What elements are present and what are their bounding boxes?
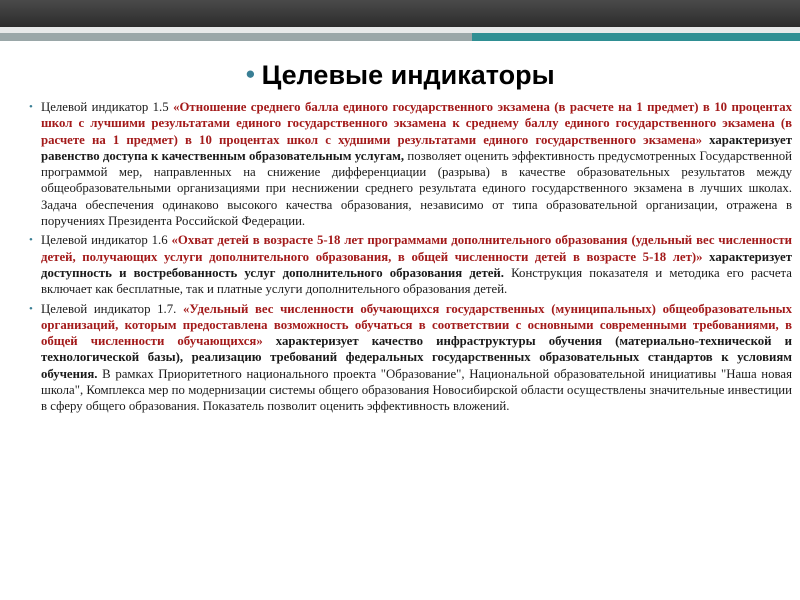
indicator-paragraph-1-6 [31,232,792,297]
bullet-icon: • [29,302,33,315]
indicator-prefix: Целевой индикатор 1.7. [41,301,183,316]
indicator-prefix: Целевой индикатор 1.6 [41,233,172,248]
indicator-description: В рамках Приоритетного национального проекта "Образование", Национальной образовательной инициативы "Наша новая школа", Комплекса мер по модернизации системы общего образования Новосибирской области осуществлены значительные инвестиции в сферу общего образования. Показатель позволит оценить эффективность вложений. [41,366,792,414]
indicator-characterization: характеризует качество инфраструктуры обучения (материально-технической и технологической базы), реализацию требований федеральных государственных образовательных стандартов к условиям обучения. [41,334,792,381]
indicator-description: Конструкция показателя и методика его расчета включает как бесплатные, так и платные услуги дополнительного образования детей. [41,265,792,297]
indicator-name: «Удельный вес численности обучающихся государственных (муниципальных) общеобразовательных организаций, которым предоставлена возможность обучаться в соответствии с основными современными требованиями, в общей численности обучающихся» [41,301,792,349]
indicator-characterization: характеризует равенство доступа к качественным образовательным услугам, [41,132,792,163]
bullet-icon: • [29,234,33,247]
indicator-description: позволяет оценить эффективность предусмотренных Государственной программой мер, направленных на снижение дифференциации (разрыва) в качестве образовательных результатов между общеобразовательными организациями при неснижении среднего результата единого государственного экзамена в лучших школах. Задача обеспечения одинаково высокого качества образования, независимо от типа образовательной организации, отражена в поручениях Президента Российской Федерации. [41,148,792,229]
header-stripe-teal [472,33,800,41]
header-stripe-gray [0,33,472,41]
indicator-paragraph-1-5 [31,99,792,229]
bullet-icon: ● [245,64,256,83]
bullet-icon: • [29,101,33,113]
slide-title [0,60,800,91]
indicator-paragraph-1-7 [31,301,792,415]
indicator-name: «Охват детей в возрасте 5-18 лет программами дополнительного образования (удельный вес численности детей, получающих услуги дополнительного образования, в общей численности детей в возрасте 5-18 лет)» [41,233,792,264]
indicator-prefix: Целевой индикатор 1.5 [41,100,174,114]
indicator-characterization: характеризует доступность и востребованность услуг дополнительного образования детей. [41,249,792,280]
slide-title-text: Целевые индикаторы [261,60,555,90]
slide-body [31,99,792,418]
header-bar [0,0,800,27]
indicator-name: «Отношение среднего балла единого государственного экзамена (в расчете на 1 предмет) в 10 процентах школ с лучшими результатами единого государственного экзамена к среднему баллу единого государственного экзамена (в расчете на 1 предмет) в 10 процентах школ с худшими результатами единого государственного экзамена» [41,100,792,147]
